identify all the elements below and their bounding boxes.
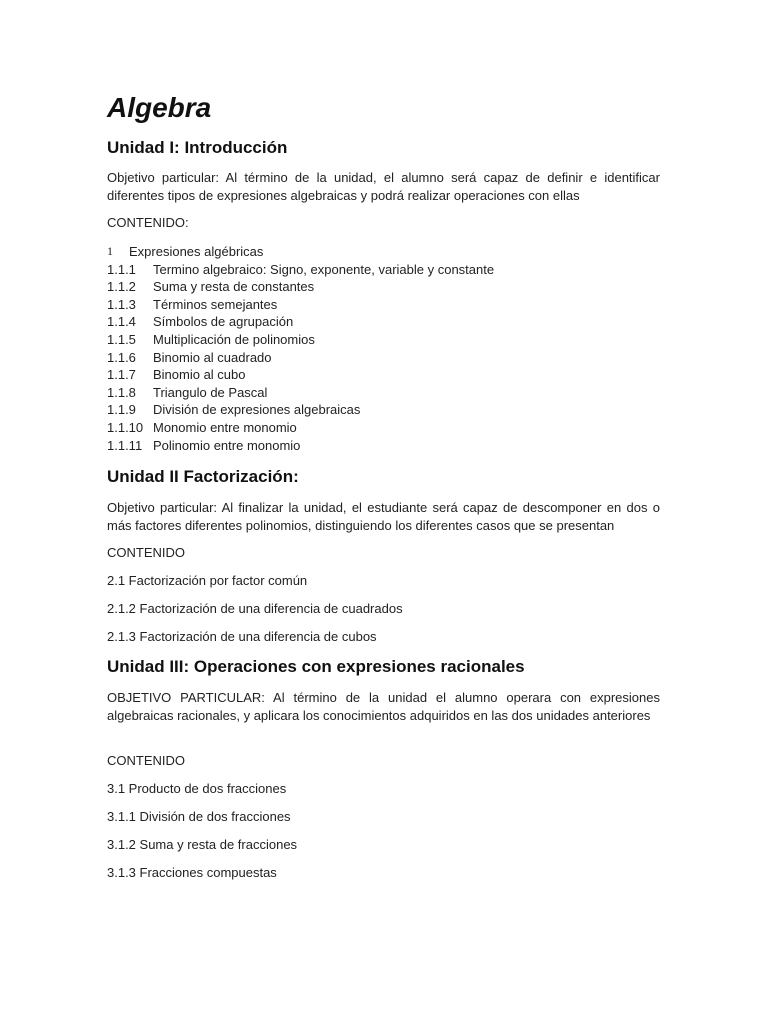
topic-item [107,296,494,314]
topic-text: Multiplicación de polinomios [153,331,315,347]
topic-text: Polinomio entre monomio [153,437,301,453]
topic-item [107,349,494,367]
topic-item [107,419,494,437]
document-title: Algebra [107,92,212,123]
unit1-content-label: CONTENIDO: [107,215,189,230]
topic-text: Expresiones algébricas [129,244,264,259]
topic-text: Términos semejantes [153,296,278,312]
topic-item [107,261,494,279]
topic-number: 1.1.2 [107,279,136,295]
unit3-objective: OBJETIVO PARTICULAR: Al término de la unidad el alumno operara con expresiones algebraicas racionales, y aplicara los conocimientos adquiridos en las dos unidades anteriores [107,690,660,723]
topic-number: 1.1.4 [107,314,136,330]
unit2-topic-item: 2.1 Factorización por factor común [107,573,308,588]
topic-text: Monomio entre monomio [153,419,297,435]
topic-item [107,313,494,331]
topic-item [107,437,494,455]
topic-number: 1.1.5 [107,331,136,347]
topic-item [107,243,494,261]
topic-text: División de expresiones algebraicas [153,402,361,418]
topic-text: Símbolos de agrupación [153,314,294,330]
unit2-heading: Unidad II Factorización: [107,467,299,486]
topic-number: 1.1.11 [107,437,143,453]
unit2-topic-item: 2.1.3 Factorización de una diferencia de cubos [107,629,377,644]
unit2-objective: Objetivo particular: Al finalizar la unidad, el estudiante será capaz de descomponer en dos o más factores diferentes polinomios, distinguiendo los diferentes casos que se presentan [107,500,660,533]
unit3-topic-item: 3.1.3 Fracciones compuestas [107,865,277,880]
unit1-objective: Objetivo particular: Al término de la unidad, el alumno será capaz de definir e identificar diferentes tipos de expresiones algebraicas y podrá realizar operaciones con ellas [107,170,660,203]
topic-number: 1.1.1 [107,261,136,277]
topic-number: 1.1.3 [107,296,136,312]
topic-text: Binomio al cuadrado [153,349,272,365]
unit3-heading: Unidad III: Operaciones con expresiones racionales [107,657,525,676]
unit2-content-label: CONTENIDO [107,545,185,560]
unit1-topic-list [107,243,494,454]
unit3-topic-item: 3.1.1 División de dos fracciones [107,809,291,824]
topic-number: 1 [107,244,113,258]
unit3-topic-item: 3.1 Producto de dos fracciones [107,781,287,796]
topic-item [107,278,494,296]
topic-number: 1.1.8 [107,384,136,400]
topic-text: Termino algebraico: Signo, exponente, variable y constante [153,261,495,277]
topic-item [107,401,494,419]
unit2-topic-item: 2.1.2 Factorización de una diferencia de cuadrados [107,601,403,616]
topic-number: 1.1.10 [107,419,144,435]
topic-item [107,384,494,402]
topic-item [107,331,494,349]
topic-item [107,366,494,384]
topic-text: Suma y resta de constantes [153,279,315,295]
topic-number: 1.1.7 [107,367,136,383]
topic-text: Triangulo de Pascal [153,384,268,400]
unit1-heading: Unidad I: Introducción [107,138,288,157]
topic-text: Binomio al cubo [153,367,246,383]
topic-number: 1.1.6 [107,349,136,365]
unit3-content-label: CONTENIDO [107,753,185,768]
unit3-topic-item: 3.1.2 Suma y resta de fracciones [107,837,298,852]
topic-number: 1.1.9 [107,402,136,418]
